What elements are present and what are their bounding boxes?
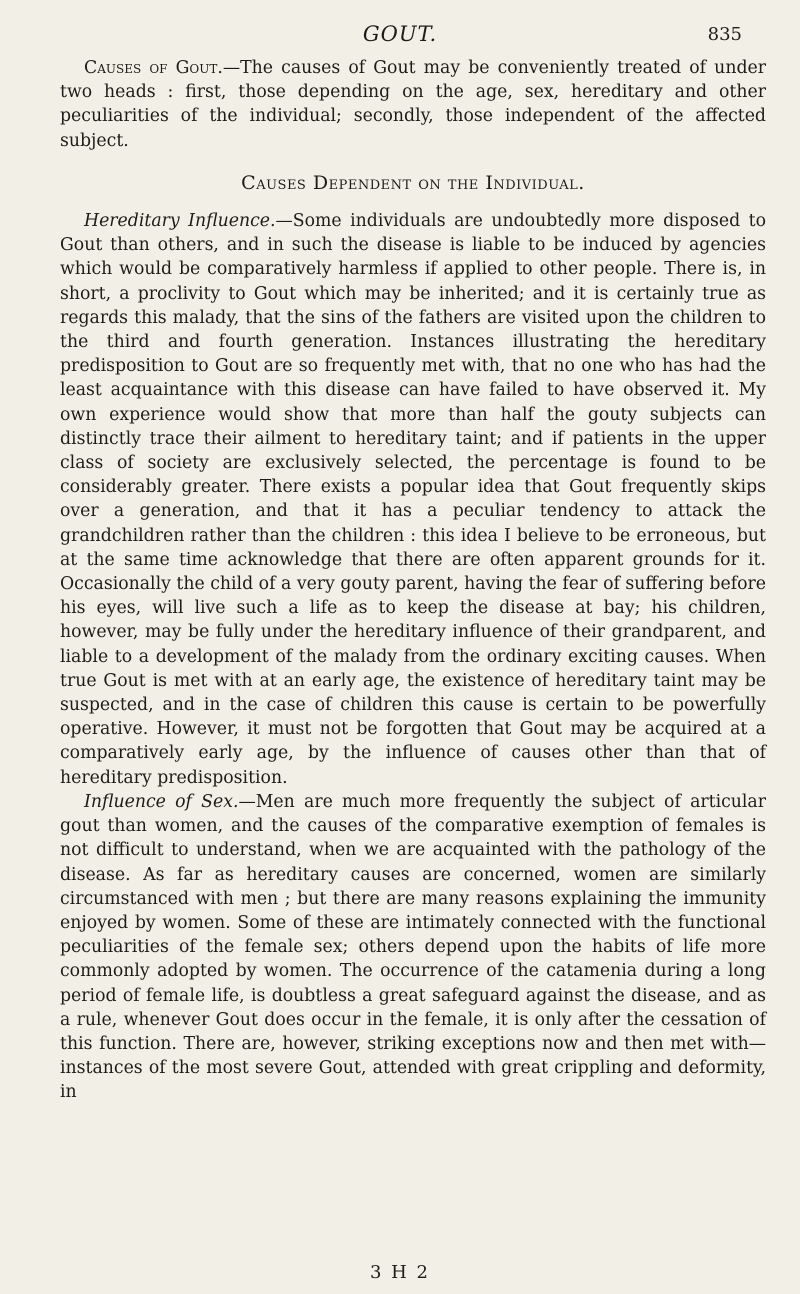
- paragraph-text: —Men are much more frequently the subject of articular gout than women, and the causes of the comparative exemption of females is not difficult to understand, when we are acquainted with the pathology of the disease. As far as hereditary causes are concerned, women are similarly circumstanced with men ; but there are many reasons explaining the immunity enjoyed by women. Some of these are intimately connected with the functional peculiarities of the female sex; others depend upon the habits of life more commonly adopted by women. The occurrence of the catamenia during a long period of female life, is doubtless a great safeguard against the disease, and as a rule, whenever Gout does occur in the female, it is only after the cessation of this function. There are, however, striking exceptions now and then met with—instances of the most severe Gout, attended with great crippling and deformity, in: [60, 791, 766, 1103]
- paragraph-causes-of-gout: [60, 56, 766, 153]
- paragraph-hereditary-influence: [60, 209, 766, 790]
- section-heading: Causes Dependent on the Individual.: [241, 171, 585, 194]
- paragraph-lead: Causes of Gout.: [84, 58, 223, 78]
- paragraph-text: —Some individuals are undoubtedly more disposed to Gout than others, and in such the disease is liable to be induced by agencies which would be comparatively harmless if applied to other people. There is, in short, a proclivity to Gout which may be inherited; and it is certainly true as regards this malady, that the sins of the fathers are visited upon the children to the third and fourth generation. Instances illustrating the hereditary predisposition to Gout are so frequently met with, that no one who has had the least acquaintance with this disease can have failed to have observed it. My own experience would show that more than half the gouty subjects can distinctly trace their ailment to hereditary taint; and if patients in the upper class of society are exclusively selected, the percentage is found to be considerably greater. There exists a popular idea that Gout frequently skips over a generation, and that it has a peculiar tendency to attack the grandchildren rather than the children : this idea I believe to be erroneous, but at the same time acknowledge that there are often apparent grounds for it. Occasionally the child of a very gouty parent, having the fear of suffering before his eyes, will live such a life as to keep the disease at bay; his children, however, may be fully under the hereditary influence of their grandparent, and liable to a development of the malady from the ordinary exciting causes. When true Gout is met with at an early age, the existence of hereditary taint may be suspected, and in the case of children this cause is certain to be powerfully operative. However, it must not be forgotten that Gout may be acquired at a comparatively early age, by the influence of causes other than that of hereditary predisposition.: [60, 211, 766, 788]
- paragraph-lead: Hereditary Influence.: [84, 211, 276, 232]
- running-head-title: GOUT.: [362, 22, 438, 46]
- page-number: 835: [707, 24, 742, 45]
- paragraph-text: —The causes of Gout may be conveniently treated of under two heads : first, those depending on the age, sex, hereditary and other peculiarities of the individual; secondly, those independent of the affected subject.: [60, 58, 766, 151]
- signature-mark: 3 H 2: [369, 1262, 431, 1283]
- paragraph-lead: Influence of Sex.: [84, 791, 239, 812]
- body-text: [60, 56, 766, 1105]
- paragraph-influence-of-sex: [60, 790, 766, 1105]
- running-head: [0, 22, 800, 52]
